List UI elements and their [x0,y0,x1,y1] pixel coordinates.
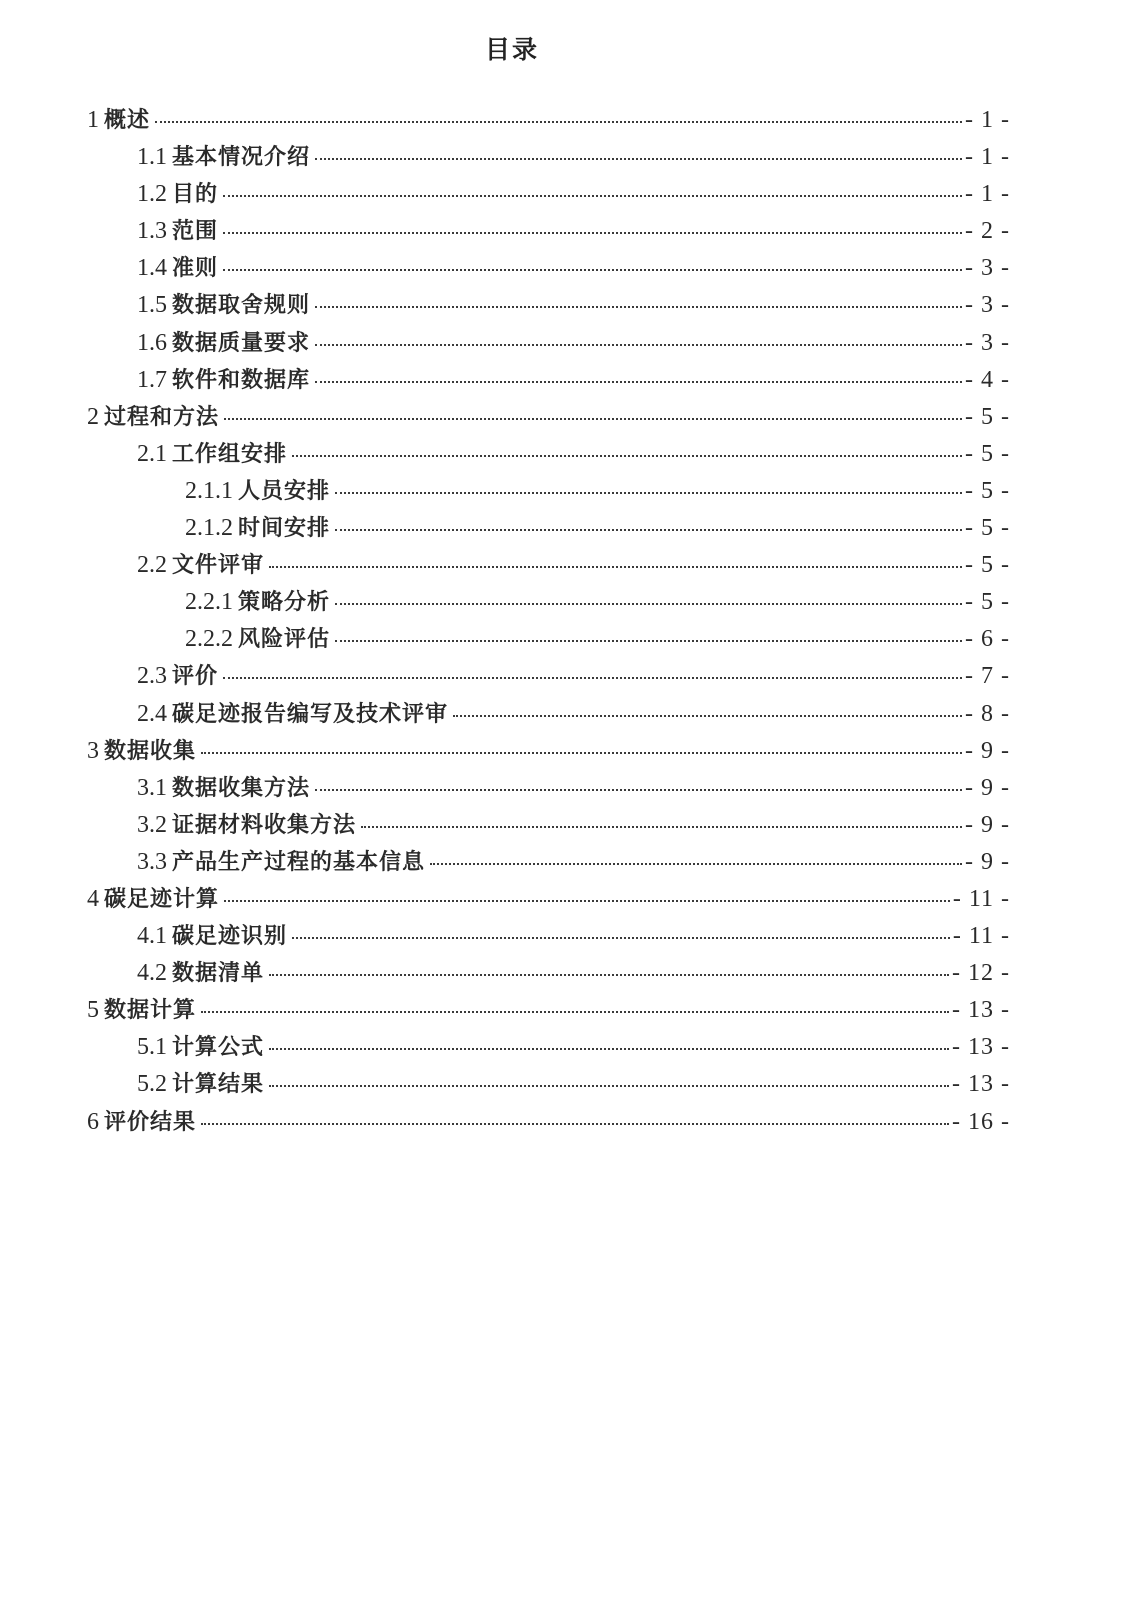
toc-entry-label: 数据收集方法 [172,775,311,801]
toc-entry-number: 2.2.2 [185,626,233,653]
table-of-contents [0,102,1010,1141]
toc-entry[interactable] [0,918,1010,955]
toc-entry-page-number: - 3 - [965,292,1010,319]
toc-entry[interactable] [0,510,1010,547]
dot-leader [155,121,962,123]
dot-leader [315,789,962,791]
dot-leader [335,492,962,494]
dot-leader [292,937,950,939]
dot-leader [223,232,962,234]
dot-leader [292,455,962,457]
toc-entry-label: 准则 [172,256,219,282]
toc-entry-label: 工作组安排 [172,441,288,467]
toc-entry-label: 概述 [104,108,151,133]
toc-entry[interactable] [0,1029,1010,1066]
toc-entry-number: 2.2 [137,552,167,579]
toc-entry-page-number: - 2 - [965,218,1010,245]
dot-leader [430,863,962,865]
toc-entry-number: 5 [87,997,99,1024]
dot-leader [223,269,962,271]
toc-entry-label: 风险评估 [238,627,331,653]
toc-entry-label: 人员安排 [238,478,331,504]
toc-entry-label: 目的 [172,182,219,208]
toc-entry-label: 数据清单 [172,961,265,987]
toc-entry[interactable] [0,807,1010,844]
dot-leader [315,344,962,346]
toc-entry-label: 计算结果 [172,1072,265,1098]
toc-entry-number: 3.3 [137,848,167,875]
toc-entry-page-number: - 13 - [952,1071,1010,1098]
toc-entry-number: 2.2.1 [185,589,233,616]
toc-entry[interactable] [0,696,1010,733]
toc-entry-page-number: - 7 - [965,663,1010,690]
toc-entry-page-number: - 4 - [965,366,1010,393]
toc-entry-label: 时间安排 [238,516,331,542]
toc-entry[interactable] [0,881,1010,918]
toc-entry-label: 过程和方法 [104,404,220,430]
toc-entry-page-number: - 5 - [965,589,1010,616]
toc-entry[interactable] [0,362,1010,399]
toc-entry-page-number: - 1 - [965,181,1010,208]
toc-entry[interactable] [0,287,1010,324]
toc-entry[interactable] [0,955,1010,992]
toc-entry-number: 4 [87,885,99,912]
toc-entry-number: 2.1 [137,440,167,467]
toc-entry[interactable] [0,658,1010,695]
toc-entry-page-number: - 3 - [965,255,1010,282]
toc-entry-number: 1.3 [137,218,167,245]
dot-leader [335,603,962,605]
toc-entry-label: 碳足迹计算 [104,886,220,912]
toc-entry-label: 数据计算 [104,998,197,1024]
toc-entry-label: 数据收集 [104,738,197,764]
toc-entry-page-number: - 1 - [965,107,1010,133]
toc-entry-label: 数据质量要求 [172,330,311,356]
toc-entry-number: 1 [87,107,99,133]
toc-entry[interactable] [0,399,1010,436]
dot-leader [315,158,962,160]
toc-entry-label: 文件评审 [172,553,265,579]
toc-entry-number: 4.2 [137,960,167,987]
dot-leader [361,826,962,828]
toc-entry-number: 5.2 [137,1071,167,1098]
dot-leader [201,1123,949,1125]
toc-entry[interactable] [0,621,1010,658]
toc-entry-page-number: - 12 - [952,960,1010,987]
toc-entry-number: 2 [87,403,99,430]
dot-leader [223,677,962,679]
toc-entry-label: 评价结果 [104,1109,197,1135]
dot-leader [224,418,962,420]
dot-leader [269,1048,949,1050]
toc-entry[interactable] [0,325,1010,362]
toc-entry-page-number: - 6 - [965,626,1010,653]
toc-entry-label: 软件和数据库 [172,367,311,393]
dot-leader [201,1011,949,1013]
dot-leader [269,974,949,976]
toc-entry-page-number: - 9 - [965,848,1010,875]
toc-entry-page-number: - 9 - [965,737,1010,764]
toc-entry-number: 4.1 [137,923,167,950]
dot-leader [315,381,962,383]
toc-entry-number: 1.4 [137,255,167,282]
toc-entry-number: 6 [87,1108,99,1135]
toc-entry-number: 3 [87,737,99,764]
toc-entry-page-number: - 11 - [952,923,1010,950]
toc-entry-page-number: - 3 - [965,329,1010,356]
toc-entry[interactable] [0,992,1010,1029]
toc-entry-number: 1.7 [137,366,167,393]
dot-leader [201,752,962,754]
toc-entry-number: 1.6 [137,329,167,356]
toc-entry[interactable] [0,102,1010,139]
toc-entry-number: 1.1 [137,144,167,171]
toc-entry-number: 2.1.2 [185,515,233,542]
toc-entry-page-number: - 5 - [965,477,1010,504]
toc-entry-page-number: - 16 - [952,1108,1010,1135]
toc-entry-number: 3.2 [137,811,167,838]
toc-entry-label: 计算公式 [172,1035,265,1061]
toc-entry-page-number: - 5 - [965,440,1010,467]
toc-entry[interactable] [0,473,1010,510]
toc-entry-label: 证据材料收集方法 [172,812,357,838]
toc-entry[interactable] [0,1066,1010,1103]
dot-leader [224,900,950,902]
toc-entry-label: 评价 [172,664,219,690]
toc-entry[interactable] [0,436,1010,473]
toc-title: 目录 [484,35,539,64]
toc-entry-page-number: - 13 - [952,997,1010,1024]
toc-entry-number: 1.2 [137,181,167,208]
toc-entry-page-number: - 1 - [965,144,1010,171]
toc-entry[interactable] [0,770,1010,807]
toc-entry-number: 3.1 [137,774,167,801]
toc-entry-number: 2.3 [137,663,167,690]
dot-leader [315,306,962,308]
dot-leader [269,1085,949,1087]
toc-entry-page-number: - 9 - [965,774,1010,801]
toc-entry[interactable] [0,176,1010,213]
toc-entry-label: 基本情况介绍 [172,145,311,171]
toc-entry-number: 2.4 [137,700,167,727]
dot-leader [269,566,962,568]
toc-entry-page-number: - 11 - [952,885,1010,912]
dot-leader [335,529,962,531]
toc-entry[interactable] [0,844,1010,881]
toc-entry-number: 5.1 [137,1034,167,1061]
toc-entry-page-number: - 5 - [965,515,1010,542]
toc-entry[interactable] [0,1104,1010,1141]
toc-entry-page-number: - 9 - [965,811,1010,838]
toc-entry-number: 1.5 [137,292,167,319]
toc-entry[interactable] [0,213,1010,250]
dot-leader [453,715,962,717]
toc-entry-page-number: - 5 - [965,403,1010,430]
toc-entry-label: 范围 [172,219,219,245]
toc-entry-label: 策略分析 [238,590,331,616]
dot-leader [335,640,962,642]
toc-entry-label: 产品生产过程的基本信息 [172,849,426,875]
toc-entry-page-number: - 5 - [965,552,1010,579]
toc-entry[interactable] [0,250,1010,287]
toc-entry[interactable] [0,139,1010,176]
toc-entry-number: 2.1.1 [185,477,233,504]
toc-entry-label: 数据取舍规则 [172,293,311,319]
toc-entry-page-number: - 13 - [952,1034,1010,1061]
toc-entry[interactable] [0,584,1010,621]
dot-leader [223,195,962,197]
toc-entry[interactable] [0,733,1010,770]
toc-entry-page-number: - 8 - [965,700,1010,727]
toc-entry-label: 碳足迹报告编写及技术评审 [172,701,449,727]
toc-entry-label: 碳足迹识别 [172,924,288,950]
toc-entry[interactable] [0,547,1010,584]
